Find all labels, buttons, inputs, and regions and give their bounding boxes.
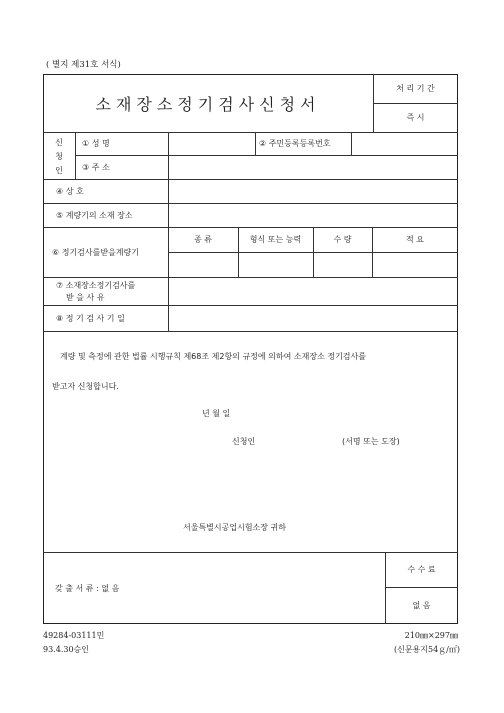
meter-type-field[interactable] [169,253,237,276]
paper-size: 210㎜×297㎜ [404,631,458,640]
applicant-signature-label: 신청인 [232,437,256,446]
processing-period-label: 처 리 기 간 [396,84,435,93]
trade-name-field[interactable] [169,180,457,202]
name-label: ① 성 명 [82,139,110,148]
fee-value: 없 음 [412,601,431,610]
paper-type: (신문용지54ｇ/㎡) [393,645,460,654]
date-line: 년 월 일 [202,409,231,418]
reason-field[interactable] [169,278,457,304]
signature-note: (서명 또는 도장) [342,437,400,446]
address-label: ③ 주 소 [82,162,110,172]
attachments-label: 갖 출 서 류 : 없 음 [55,583,120,593]
meters-label: ⑥ 정기검사를받을계량기 [52,247,139,257]
approval-date: 93.4.30승인 [43,645,89,654]
applicant-group-label: 인 [55,166,63,175]
meter-location-field[interactable] [169,204,457,226]
resident-number-field[interactable] [352,133,457,154]
meter-capacity-field[interactable] [239,253,312,276]
addressee: 서울특별시공업시험소장 귀하 [183,523,287,532]
reason-label: 받 을 사 유 [66,293,105,302]
address-field[interactable] [169,156,457,178]
inspection-date-label: ⑧ 정 기 검 사 기 일 [56,313,125,323]
declaration-text: 계량 및 측정에 관한 법률 시행규칙 제68조 제2항의 규정에 의하여 소재장소 정기검사를 [60,352,366,361]
form-number: ( 별지 제31호 서식) [46,60,121,70]
meter-capacity-header: 형식 또는 능력 [249,235,302,244]
declaration-text: 받고자 신청합니다. [52,382,119,391]
divider [255,132,256,155]
applicant-group-label: 청 [55,152,63,161]
meter-type-header: 종 류 [194,235,212,244]
meter-location-label: ⑤ 계량기의 소재 장소 [56,210,133,220]
meter-quantity-field[interactable] [314,253,371,276]
inspection-date-field[interactable] [169,306,457,330]
meter-remarks-field[interactable] [373,253,457,276]
divider [75,132,76,179]
meter-quantity-header: 수 량 [333,235,352,244]
meter-remarks-header: 적 요 [406,235,424,244]
name-field[interactable] [169,133,254,154]
reason-label: ⑦ 소재장소정기검사를 [56,281,136,290]
form-code: 49284-03111민 [43,631,105,640]
page-title: 소재장소정기검사신청서 [95,94,321,114]
applicant-group-label: 신 [55,138,63,147]
processing-period-value: 즉 시 [406,113,425,122]
divider [43,331,458,332]
resident-number-label: ② 주민등록등록번호 [259,139,331,148]
trade-name-label: ④ 상 호 [56,186,84,196]
fee-label: 수 수 료 [407,565,436,574]
